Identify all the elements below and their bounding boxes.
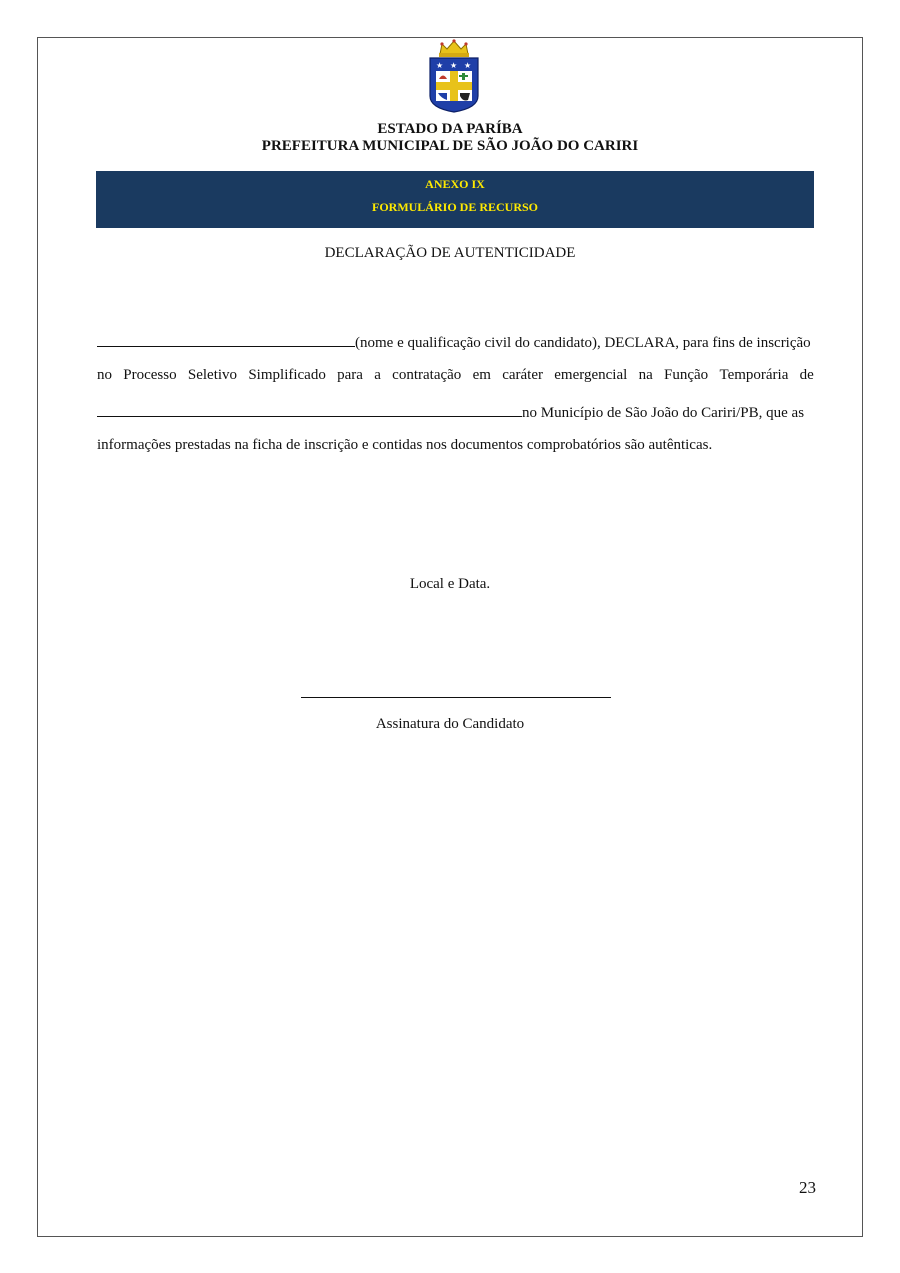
line-2-word: emergencial <box>554 367 628 383</box>
signature-line[interactable] <box>301 697 611 698</box>
line-2-word: Processo <box>123 367 177 383</box>
form-title: FORMULÁRIO DE RECURSO <box>371 200 538 214</box>
line-2-word: na <box>638 367 653 383</box>
signature-label: Assinatura do Candidato <box>375 716 525 732</box>
page-number: 23 <box>799 1178 816 1197</box>
line-2-word: Temporária <box>719 367 789 383</box>
declaration-line-3-text: no Município de São João do Cariri/PB, que as <box>522 405 805 421</box>
svg-text:★: ★ <box>450 61 458 70</box>
declaration-line-3 <box>97 402 804 422</box>
declaration-title: DECLARAÇÃO DE AUTENTICIDADE <box>324 245 576 261</box>
declaration-line-1 <box>97 332 811 352</box>
line-2-word: a <box>374 367 381 383</box>
municipality-name: PREFEITURA MUNICIPAL DE SÃO JOÃO DO CARIRI <box>261 138 639 154</box>
line-2-word: para <box>337 367 363 383</box>
declaration-line-4: informações prestadas na ficha de inscrição e contidas nos documentos comprobatórios são autênticas. <box>97 437 713 453</box>
place-date: Local e Data. <box>409 576 491 592</box>
line-2-word: Função <box>664 367 709 383</box>
function-blank[interactable] <box>97 402 522 417</box>
declaration-line-1-text: (nome e qualificação civil do candidato), DECLARA, para fins de inscrição <box>355 335 811 351</box>
line-2-word: de <box>799 367 814 383</box>
coat-of-arms-icon <box>426 38 482 114</box>
line-2-word: em <box>472 367 491 383</box>
svg-text:★: ★ <box>436 61 444 70</box>
line-2-word: contratação <box>392 367 462 383</box>
annex-banner <box>96 171 814 228</box>
svg-text:★: ★ <box>464 61 472 70</box>
annex-number: ANEXO IX <box>425 177 485 191</box>
line-2-word: Simplificado <box>248 367 326 383</box>
candidate-name-blank[interactable] <box>97 332 355 347</box>
declaration-line-2 <box>97 367 814 387</box>
line-2-word: no <box>97 367 112 383</box>
line-2-word: caráter <box>502 367 543 383</box>
line-2-word: Seletivo <box>187 367 238 383</box>
state-name: ESTADO DA PARÍBA <box>377 121 523 137</box>
